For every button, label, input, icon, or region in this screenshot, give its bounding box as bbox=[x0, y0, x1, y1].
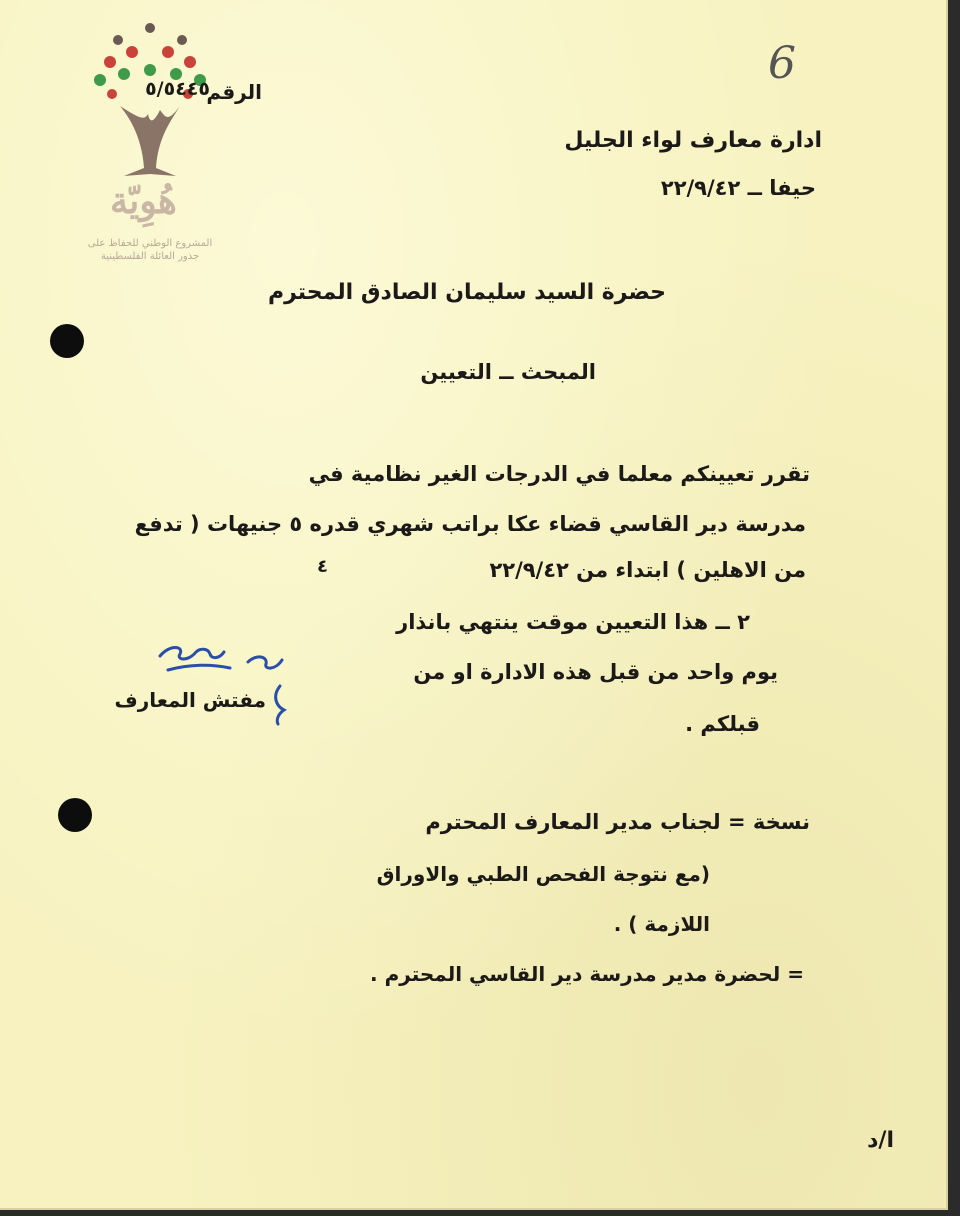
ref-number: ٥/٥٤٤٥ bbox=[145, 78, 210, 100]
org-name: ادارة معارف لواء الجليل bbox=[564, 128, 822, 153]
copy-line-2: (مع نتوجة الفحص الطبي والاوراق bbox=[376, 862, 710, 886]
logo-caption-line1: المشروع الوطني للحفاظ على bbox=[87, 238, 213, 249]
punch-hole bbox=[50, 324, 84, 358]
body-line-6: قبلكم . bbox=[685, 712, 760, 736]
body-mark: ٤ bbox=[317, 556, 328, 577]
body-line-4: ٢ ــ هذا التعيين موقت ينتهي بانذار bbox=[396, 610, 750, 634]
copy-line-1: نسخة = لجناب مدير المعارف المحترم bbox=[425, 810, 810, 834]
handwritten-page-number: 6 bbox=[768, 38, 796, 89]
logo-brand-text: هُوِيّة bbox=[110, 180, 177, 222]
logo-caption-line2: جذور العائلة الفلسطينية bbox=[100, 251, 200, 262]
copy-line-3: اللازمة ) . bbox=[613, 912, 710, 936]
signature-title: مفتش المعارف bbox=[114, 688, 266, 712]
copy-line-4: = لحضرة مدير مدرسة دير القاسي المحترم . bbox=[370, 962, 804, 986]
place-date: حيفا ــ ٢٢/٩/٤٢ bbox=[660, 176, 816, 200]
body-line-3: من الاهلين ) ابتداء من ٢٢/٩/٤٢ bbox=[489, 558, 806, 582]
subject: المبحث ــ التعيين bbox=[420, 360, 596, 384]
punch-hole bbox=[58, 798, 92, 832]
body-line-2: مدرسة دير القاسي قضاء عكا براتب شهري قدره ٥ جنيهات ( تدفع bbox=[134, 512, 806, 536]
family-tree-logo-icon bbox=[80, 18, 220, 268]
body-line-5: يوم واحد من قبل هذه الادارة او من bbox=[413, 660, 778, 684]
handwritten-signature bbox=[150, 640, 300, 730]
ref-label: الرقم bbox=[206, 80, 262, 104]
body-line-1: تقرر تعيينكم معلما في الدرجات الغير نظامية في bbox=[308, 462, 810, 486]
addressee: حضرة السيد سليمان الصادق المحترم bbox=[268, 280, 666, 305]
footer-code: ا/د bbox=[867, 1128, 894, 1153]
